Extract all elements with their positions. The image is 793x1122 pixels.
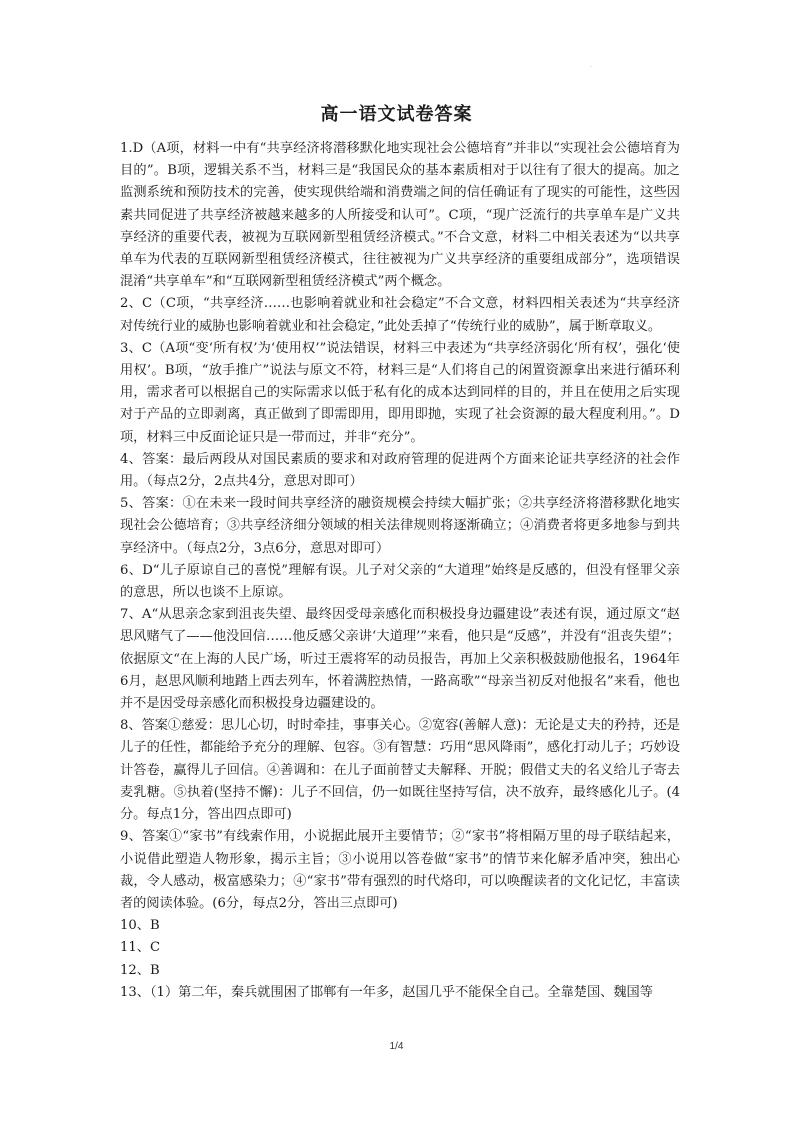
answer-item: 1.D（A项，材料一中有“共享经济将潜移默化地实现社会公德培育”并非以“实现社会公德培育为目的”。B项，逻辑关系不当，材料三是“我国民众的基本素质相对于以往有了很大的提高。加之监测系统和预防技术的完善，使实现供给端和消费端之间的信任确证有了现实的可能性，这些因素共同促进了共享经济被越来越多的人所接受和认可”。C项，“现广泛流行的共享单车是广义共享经济的重要代表，被视为互联网新型租赁经济模式。”不合文意，材料二中相关表述为“以共享单车为代表的互联网新型租赁经济模式，往往被视为广义共享经济的重要组成部分”，选项错误混淆“共享单车”和“互联网新型租赁经济模式”两个概念。 xyxy=(120,141,680,290)
answer-item: 6、D“儿子原谅自己的喜悦”理解有误。儿子对父亲的“大道理”始终是反感的，但没有怪罪父亲的意思，所以也谈不上原谅。 xyxy=(120,562,680,601)
answer-item: 13、（1）第二年，秦兵就围困了邯郸有一年多，赵国几乎不能保全自己。全靠楚国、魏国等 xyxy=(120,984,653,1000)
page-number: 1/4 xyxy=(389,1041,404,1052)
answer-item: 2、C（C项，“共享经济……也影响着就业和社会稳定”不合文意，材料四相关表述为“共享经济对传统行业的威胁也影响着就业和社会稳定，”此处丢掉了“传统行业的威胁”，属于断章取义。 xyxy=(120,296,680,334)
answer-item: 9、答案①“家书”有线索作用，小说据此展开主要情节；②“家书”将相隔万里的母子联结起来，小说借此塑造人物形象，揭示主旨；③小说用以答卷做“家书”的情节来化解矛盾冲突，独出心裁，令人感动，极富感染力；④“家书”带有强烈的时代烙印，可以唤醒读者的文化记忆，丰富读者的阅读体验。(6分，每点2分，答出三点即可) xyxy=(120,829,680,911)
answer-item: 3、C（A项“变‘所有权’为‘使用权’”说法错误，材料三中表述为“共享经济弱化‘所有权’，强化‘使用权’。B项，“放手推广”说法与原文不符，材料三是“人们将自己的闲置资源拿出来进行循环利用，需求者可以根据自己的实际需求以低于私有化的成本达到同样的目的，并且在使用之后实现对于产品的立即剥离，真正做到了即需即用，即用即抛，实现了社会资源的最大程度利用。”。D项，材料三中反面论证只是一带而过，并非“充分”。 xyxy=(120,340,680,445)
answer-item: 11、C xyxy=(120,940,161,956)
answer-item: 5、答案：①在未来一段时间共享经济的融资规模会持续大幅扩张；②共享经济将潜移默化地实现社会公德培育；③共享经济细分领域的相关法律规则将逐渐确立；④消费者将更多地参与到共享经济中。（每点2分，3点6分，意思对即可） xyxy=(120,496,680,556)
page-title: 高一语文试卷答案 xyxy=(320,104,473,125)
answer-item: 12、B xyxy=(120,962,160,978)
answer-item: 8、答案①慈爱：思儿心切，时时牵挂，事事关心。②宽容(善解人意)：无论是丈夫的矜持，还是儿子的任性，都能给予充分的理解、包容。③有智慧：巧用“思风降雨”，感化打动儿子；巧妙设计答卷，赢得儿子回信。④善调和：在儿子面前替丈夫解释、开脱；假借丈夫的名义给儿子寄去麦乳糖。⑤执着(坚持不懈)：儿子不回信，仍一如既往坚持写信，决不放弃，最终感化儿子。(4分。每点1分，答出四点即可) xyxy=(120,718,680,823)
answer-item: 7、A“从思亲念家到沮丧失望、最终因受母亲感化而积极投身边疆建设”表述有误，通过原文“赵思风赌气了——他没回信……他反感父亲讲‘大道理’”来看，他只是“反感”，并没有“沮丧失望”；依据原文“在上海的人民广场，听过王震将军的动员报告，再加上父亲积极鼓励他报名，1964年6月，赵思风顺利地踏上西去列车，怀着满腔热情，一路高歌”“母亲当初反对他报名”来看，他也并不是因受母亲感化而积极投身边疆建设的。 xyxy=(120,607,680,712)
answer-item: 10、B xyxy=(120,918,160,934)
answer-list xyxy=(120,138,680,1004)
answer-item: 4、答案：最后两段从对国民素质的要求和对政府管理的促进两个方面来论证共享经济的社会作用。（每点2分，2点共4分，意思对即可） xyxy=(120,451,680,490)
scan-dot: · xyxy=(590,64,592,71)
